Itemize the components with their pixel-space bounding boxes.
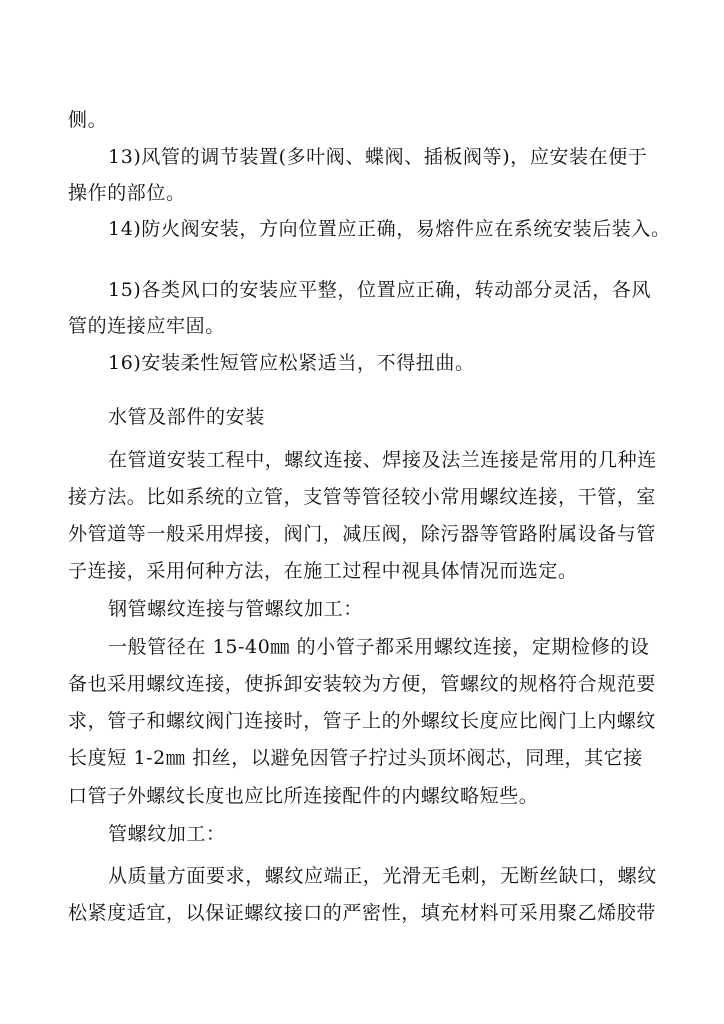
text-line: 长度短 1-2㎜ 扣丝，以避免因管子拧过头顶坏阀芯，同理，其它接	[68, 747, 643, 769]
subheading: 钢管螺纹连接与管螺纹加工：	[108, 598, 363, 620]
text-line: 13)风管的调节装置(多叶阀、蝶阀、插板阀等)，应安装在便于	[108, 146, 648, 168]
text-line: 接方法。比如系统的立管，支管等管径较小常用螺纹连接，干管，室	[68, 486, 657, 508]
text-line: 子连接，采用何种方法，在施工过程中视具体情况而选定。	[68, 560, 578, 582]
text-line: 外管道等一般采用焊接，阀门，减压阀，除污器等管路附属设备与管	[68, 523, 657, 545]
text-line: 15)各类风口的安装应平整，位置应正确，转动部分灵活，各风	[108, 279, 651, 301]
text-line: 一般管径在 15-40㎜ 的小管子都采用螺纹连接，定期检修的设	[108, 636, 650, 658]
subheading: 管螺纹加工：	[108, 823, 226, 845]
text-line: 14)防火阀安装，方向位置应正确，易熔件应在系统安装后装入。	[108, 218, 671, 240]
text-line: 松紧度适宜，以保证螺纹接口的严密性，填充材料可采用聚乙烯胶带	[68, 902, 657, 924]
text-line: 管的连接应牢固。	[68, 315, 225, 337]
text-line: 16)安装柔性短管应松紧适当，不得扭曲。	[108, 352, 475, 374]
text-line: 侧。	[68, 109, 108, 131]
text-line: 求，管子和螺纹阀门连接时，管子上的外螺纹长度应比阀门上内螺纹	[68, 710, 657, 732]
text-line: 操作的部位。	[68, 182, 186, 204]
text-line: 口管子外螺纹长度也应比所连接配件的内螺纹略短些。	[68, 785, 539, 807]
text-line: 在管道安装工程中，螺纹连接、焊接及法兰连接是常用的几种连	[108, 449, 657, 471]
text-line: 从质量方面要求，螺纹应端正，光滑无毛刺，无断丝缺口，螺纹	[108, 865, 657, 887]
section-heading: 水管及部件的安装	[108, 406, 265, 428]
text-line: 备也采用螺纹连接，使拆卸安装较为方便，管螺纹的规格符合规范要	[68, 673, 657, 695]
